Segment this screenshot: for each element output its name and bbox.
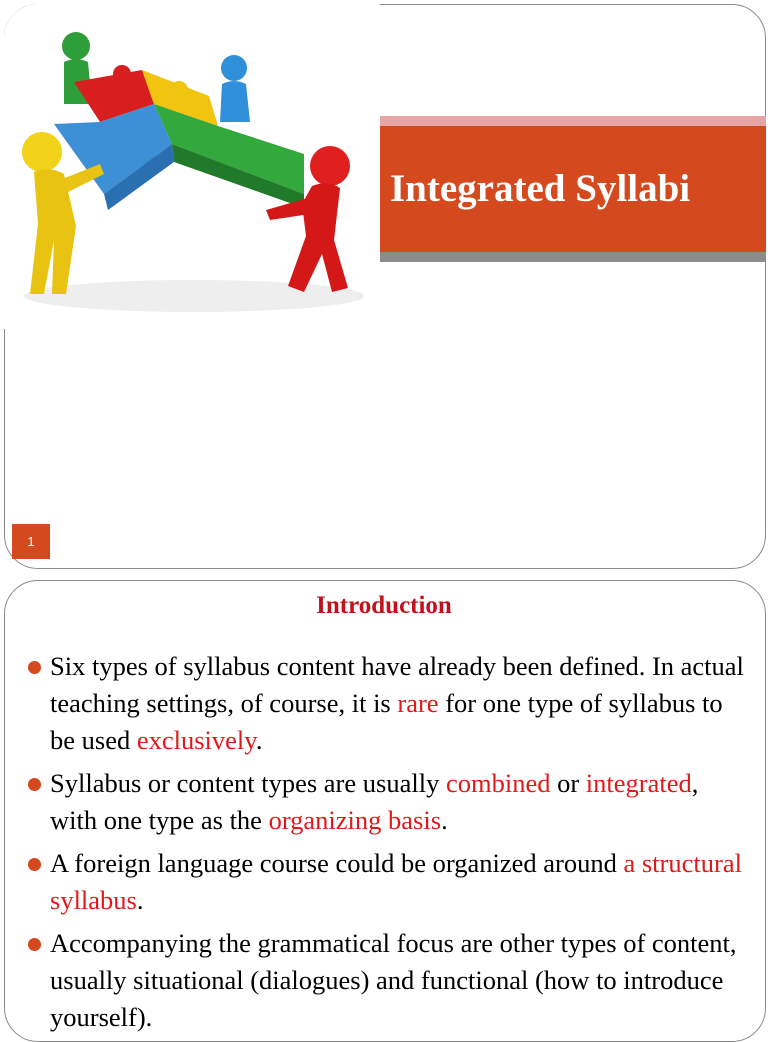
bullet-text: A foreign language course could be organized around <box>50 848 624 878</box>
puzzle-illustration <box>4 4 380 324</box>
bullet-text: , with one type as the <box>50 768 699 835</box>
title-band-bottom <box>380 252 766 262</box>
bullet-list <box>26 648 746 1042</box>
bullet-text: . <box>136 885 144 915</box>
bullet-item <box>26 648 746 759</box>
bullet-dot-icon <box>28 858 41 871</box>
bullet-text: . <box>255 725 263 755</box>
bullet-dot-icon <box>28 938 41 951</box>
bullet-item <box>26 845 746 919</box>
highlighted-text: a structural syllabus <box>50 848 742 915</box>
puzzle-team-icon <box>4 4 380 329</box>
slide-title: Integrated Syllabi <box>390 167 691 210</box>
highlighted-text: rare <box>397 688 439 718</box>
bullet-text: Six types of syllabus content have already been defined. In actual teaching settings, of course, it is <box>50 651 744 718</box>
section-title: Introduction <box>316 592 452 619</box>
page-number: 1 <box>12 524 50 559</box>
highlighted-text: integrated <box>585 768 692 798</box>
bullet-dot-icon <box>28 778 41 791</box>
title-band-top <box>380 116 766 126</box>
highlighted-text: organizing basis <box>268 805 442 835</box>
slide-1 <box>4 4 766 569</box>
highlighted-text: combined <box>445 768 551 798</box>
bullet-item <box>26 765 746 839</box>
bullet-text: Accompanying the grammatical focus are other types of content, usually situational (dialogues) and functional (how to introduce yourself). <box>50 928 737 1032</box>
bullet-text: for one type of syllabus to be used <box>50 688 723 755</box>
bullet-text: Syllabus or content types are usually <box>50 768 446 798</box>
highlighted-text: exclusively <box>136 725 256 755</box>
bullet-text: . <box>441 805 448 835</box>
bullet-item <box>26 925 746 1036</box>
bullet-dot-icon <box>28 661 41 674</box>
bullet-text: or <box>550 768 586 798</box>
